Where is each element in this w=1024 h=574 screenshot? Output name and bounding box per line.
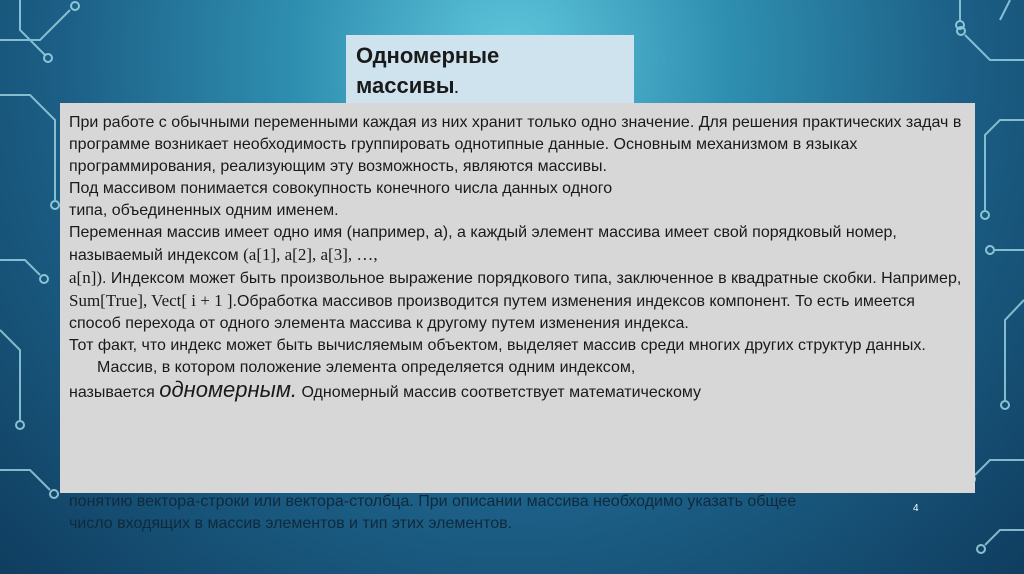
overflow-line-2: число входящих в массив элементов и тип этих элементов. [69, 515, 513, 532]
p3-text-c: .Обработка массивов производится путем изменения индексов компонент. То есть имеется способ перехода от одного элемента массива к другому путем изменения индекса. [69, 293, 915, 332]
title-word: массивы [356, 73, 455, 98]
title-line-1: Одномерные [356, 43, 500, 68]
content-box [60, 103, 975, 493]
p5-italic: одномерным. [159, 377, 298, 402]
p5-text-c: Одномерный массив соответствует математическому [297, 384, 702, 401]
title-dot: . [454, 80, 459, 96]
p5-text-b: называется [69, 384, 160, 401]
slide-number: 4 [913, 503, 919, 514]
paragraph-5b [69, 379, 967, 404]
overflow-line-1: понятию вектора-строки или вектора-столбца. При описании массива необходимо указать общее [69, 493, 797, 510]
paragraph-4: Тот факт, что индекс может быть вычисляемым объектом, выделяет массив среди многих других структур данных. [69, 337, 926, 354]
p3-serif-c: Sum[True], Vect[ i + 1 ] [69, 291, 233, 310]
paragraph-1: При работе с обычными переменными каждая из них хранит только одно значение. Для решения практических задач в программе возникает необходимость группировать однотипные данные. Основным механизмом в языках программирования, реализующим эту возможность, являются массивы. [69, 114, 962, 175]
title-line-2 [356, 71, 634, 103]
p3-text-b: . Индексом может быть произвольное выражение порядкового типа, заключенное в квадратные скобки. Например, [102, 270, 962, 287]
p3-text-a: Переменная массив имеет одно имя (например, а), а каждый элемент массива имеет свой порядковый номер, называемый индексом [69, 224, 897, 264]
slide-title [346, 35, 634, 107]
overflow-text [69, 491, 959, 535]
paragraph-2b: типа, объединенных одним именем. [69, 202, 339, 219]
paragraph-5a: Массив, в котором положение элемента определяется одним индексом, [97, 359, 636, 376]
p3-serif-a: (a[1], a[2], a[3], …, [243, 245, 378, 264]
p3-serif-b: a[n]) [69, 268, 103, 287]
paragraph-3 [69, 222, 967, 335]
paragraph-2a: Под массивом понимается совокупность конечного числа данных одного [69, 180, 613, 197]
